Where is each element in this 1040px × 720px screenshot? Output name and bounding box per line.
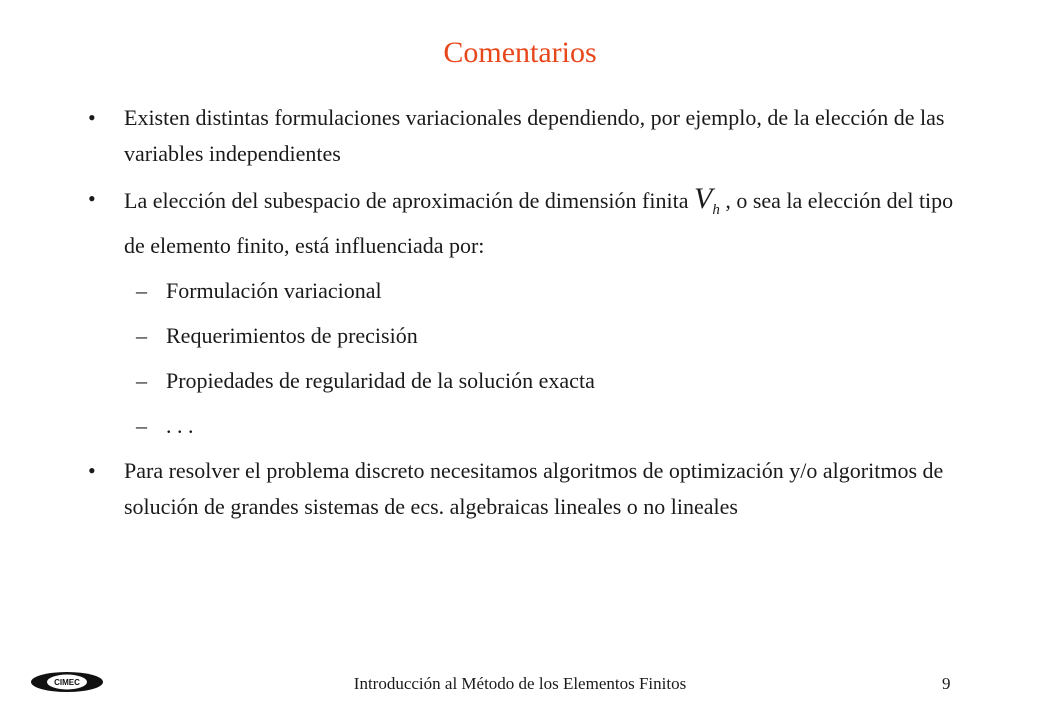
sub-item-text: Formulación variacional (166, 278, 382, 303)
bullet-dot: • (88, 186, 96, 211)
sub-dash: – (136, 413, 147, 438)
math-subscript: h (712, 202, 720, 218)
bullet-text-before: La elección del subespacio de aproximación de dimensión finita (124, 188, 694, 213)
sub-item-text: . . . (166, 413, 194, 438)
sub-dash: – (136, 278, 147, 303)
sub-item-text: Propiedades de regularidad de la solución exacta (166, 368, 595, 393)
bullet-text: Existen distintas formulaciones variacionales dependiendo, por ejemplo, de la elección de las variables independientes (124, 105, 945, 166)
footer-title: Introducción al Método de los Elementos Finitos (353, 674, 687, 693)
sub-item (88, 318, 958, 354)
math-vh: V (693, 182, 713, 215)
bullet-text: Para resolver el problema discreto necesitamos algoritmos de optimización y/o algoritmos de solución de grandes sistemas de ecs. algebraicas lineales o no lineales (124, 458, 944, 519)
bullet-item (88, 181, 958, 264)
bullet-dot: • (88, 105, 96, 130)
bullet-dot: • (88, 458, 96, 483)
slide-title: Comentarios (443, 36, 597, 69)
sub-item-text: Requerimientos de precisión (166, 323, 418, 348)
logo-text: CIMEC (54, 678, 80, 687)
bullet-text-after: , o sea la elección del tipo de elemento finito, está influenciada por: (124, 188, 954, 258)
sub-item (88, 273, 958, 309)
bullet-item (88, 100, 958, 172)
sub-dash: – (136, 368, 147, 393)
sub-item (88, 363, 958, 399)
bullet-item (88, 453, 958, 525)
page-number: 9 (942, 674, 951, 693)
slide-content (88, 100, 958, 534)
sub-dash: – (136, 323, 147, 348)
sub-item (88, 408, 958, 444)
